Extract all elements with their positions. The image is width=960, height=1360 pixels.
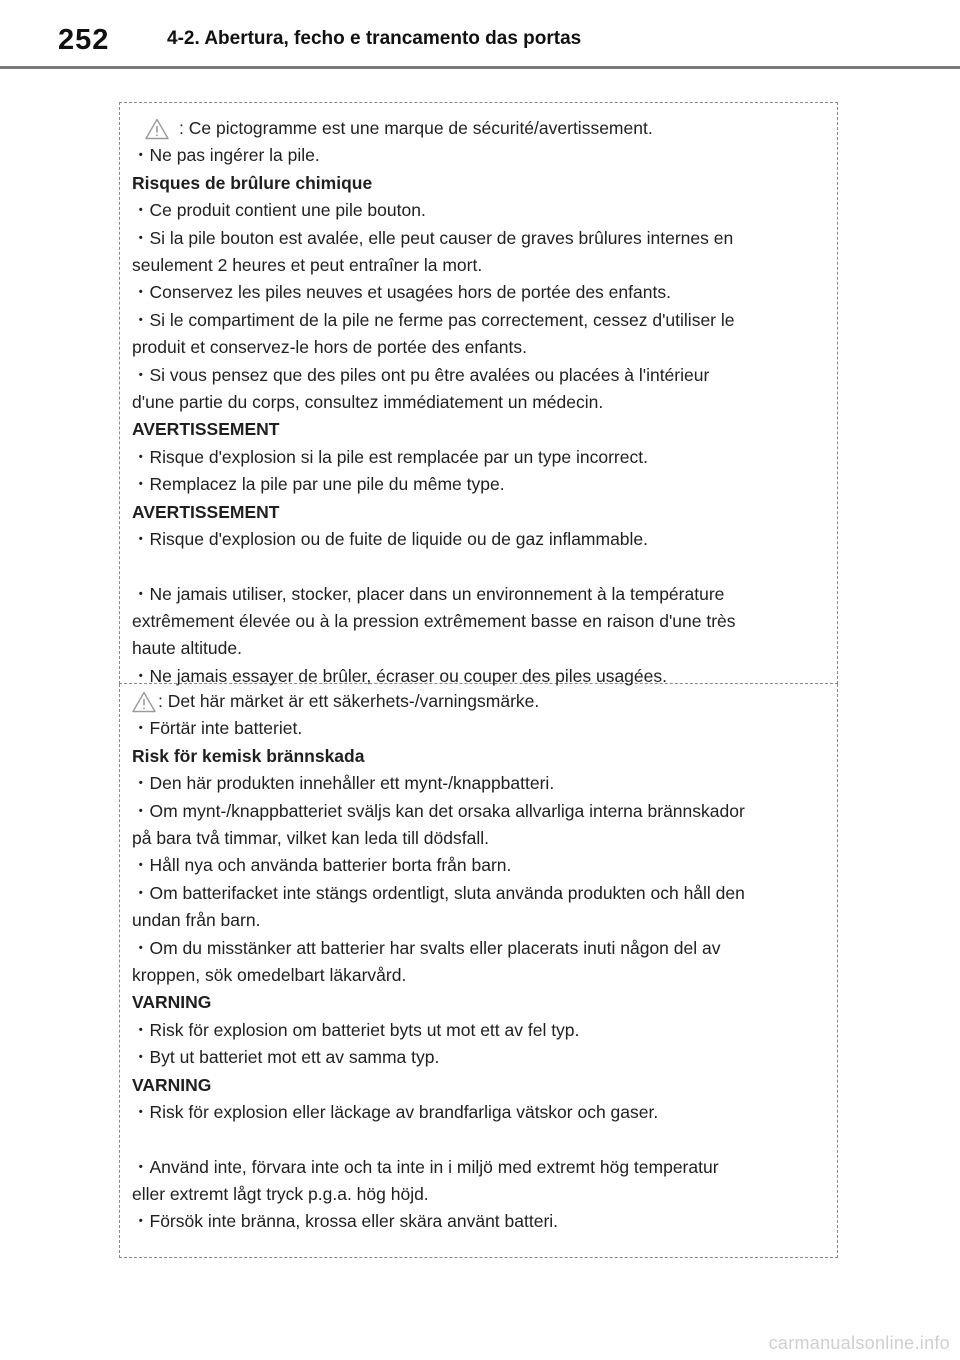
section-heading: VARNING bbox=[132, 1074, 212, 1095]
section-heading: AVERTISSEMENT bbox=[132, 501, 280, 522]
text-line: ・Ne pas ingérer la pile. bbox=[132, 145, 320, 166]
section-heading: AVERTISSEMENT bbox=[132, 419, 280, 440]
text-line: ・Försök inte bränna, krossa eller skära använt batteri. bbox=[132, 1211, 559, 1232]
text-line: produit et conservez-le hors de portée des enfants. bbox=[132, 337, 527, 358]
text-line: ・Förtär inte batteriet. bbox=[132, 718, 303, 739]
text-line: ・Risk för explosion om batteriet byts ut mot ett av fel typ. bbox=[132, 1019, 580, 1040]
swedish-warning-text: : Det här märket är ett säkerhets-/varningsmärke. bbox=[158, 691, 540, 711]
text-line: ・Ne jamais utiliser, stocker, placer dans un environnement à la température bbox=[132, 583, 725, 604]
text-line: på bara två timmar, vilket kan leda till dödsfall. bbox=[132, 828, 489, 849]
text-line: ・Risk för explosion eller läckage av brandfarliga vätskor och gaser. bbox=[132, 1102, 659, 1123]
watermark: carmanualsonline.info bbox=[768, 1333, 950, 1353]
text-line: ・Håll nya och använda batterier borta från barn. bbox=[132, 855, 512, 876]
text-line: ・Byt ut batteriet mot ett av samma typ. bbox=[132, 1047, 440, 1068]
text-line: ・Conservez les piles neuves et usagées hors de portée des enfants. bbox=[132, 282, 671, 303]
blank-line bbox=[132, 554, 837, 581]
section-heading: Risques de brûlure chimique bbox=[132, 172, 373, 193]
page-header bbox=[0, 0, 960, 69]
french-warning-header bbox=[132, 115, 837, 142]
text-line: ・Ne jamais essayer de brûler, écraser ou couper des piles usagées. bbox=[132, 665, 667, 686]
text-line: extrêmement élevée ou à la pression extrêmement basse en raison d'une très bbox=[132, 610, 736, 631]
section-title: 4-2. Abertura, fecho e trancamento das portas bbox=[167, 28, 582, 49]
text-line: ・Använd inte, förvara inte och ta inte in i miljö med extremt hög temperatur bbox=[132, 1156, 719, 1177]
swedish-lines bbox=[132, 715, 837, 1235]
section-heading: VARNING bbox=[132, 992, 212, 1013]
french-warning-text: : Ce pictogramme est une marque de sécurité/avertissement. bbox=[179, 118, 653, 138]
swedish-warning-box bbox=[119, 684, 838, 1258]
text-line: ・Den här produkten innehåller ett mynt-/knappbatteri. bbox=[132, 773, 555, 794]
text-line: eller extremt lågt tryck p.g.a. hög höjd. bbox=[132, 1183, 429, 1204]
text-line: kroppen, sök omedelbart läkarvård. bbox=[132, 965, 407, 986]
text-line: ・Remplacez la pile par une pile du même type. bbox=[132, 474, 505, 495]
text-line: ・Si le compartiment de la pile ne ferme pas correctement, cessez d'utiliser le bbox=[132, 309, 735, 330]
text-line: ・Si vous pensez que des piles ont pu être avalées ou placées à l'intérieur bbox=[132, 364, 710, 385]
text-line: seulement 2 heures et peut entraîner la mort. bbox=[132, 255, 483, 276]
french-lines bbox=[132, 142, 837, 690]
text-line: haute altitude. bbox=[132, 638, 242, 659]
text-line: d'une partie du corps, consultez immédiatement un médecin. bbox=[132, 392, 604, 413]
swedish-warning-header bbox=[132, 688, 837, 715]
warning-triangle-icon bbox=[132, 691, 156, 713]
text-line: ・Risque d'explosion ou de fuite de liquide ou de gaz inflammable. bbox=[132, 529, 649, 550]
french-warning-box bbox=[119, 102, 838, 684]
text-line: ・Risque d'explosion si la pile est remplacée par un type incorrect. bbox=[132, 446, 648, 467]
text-line: ・Ce produit contient une pile bouton. bbox=[132, 200, 426, 221]
warning-triangle-icon bbox=[145, 118, 169, 140]
page-number: 252 bbox=[58, 24, 110, 56]
text-line: ・Om batterifacket inte stängs ordentligt, sluta använda produkten och håll den bbox=[132, 882, 745, 903]
text-line: ・Om du misstänker att batterier har svalts eller placerats inuti någon del av bbox=[132, 937, 721, 958]
text-line: ・Si la pile bouton est avalée, elle peut causer de graves brûlures internes en bbox=[132, 227, 734, 248]
text-line: undan från barn. bbox=[132, 910, 261, 931]
text-line: ・Om mynt-/knappbatteriet sväljs kan det orsaka allvarliga interna brännskador bbox=[132, 800, 745, 821]
blank-line bbox=[132, 1127, 837, 1154]
section-heading: Risk för kemisk brännskada bbox=[132, 745, 365, 766]
